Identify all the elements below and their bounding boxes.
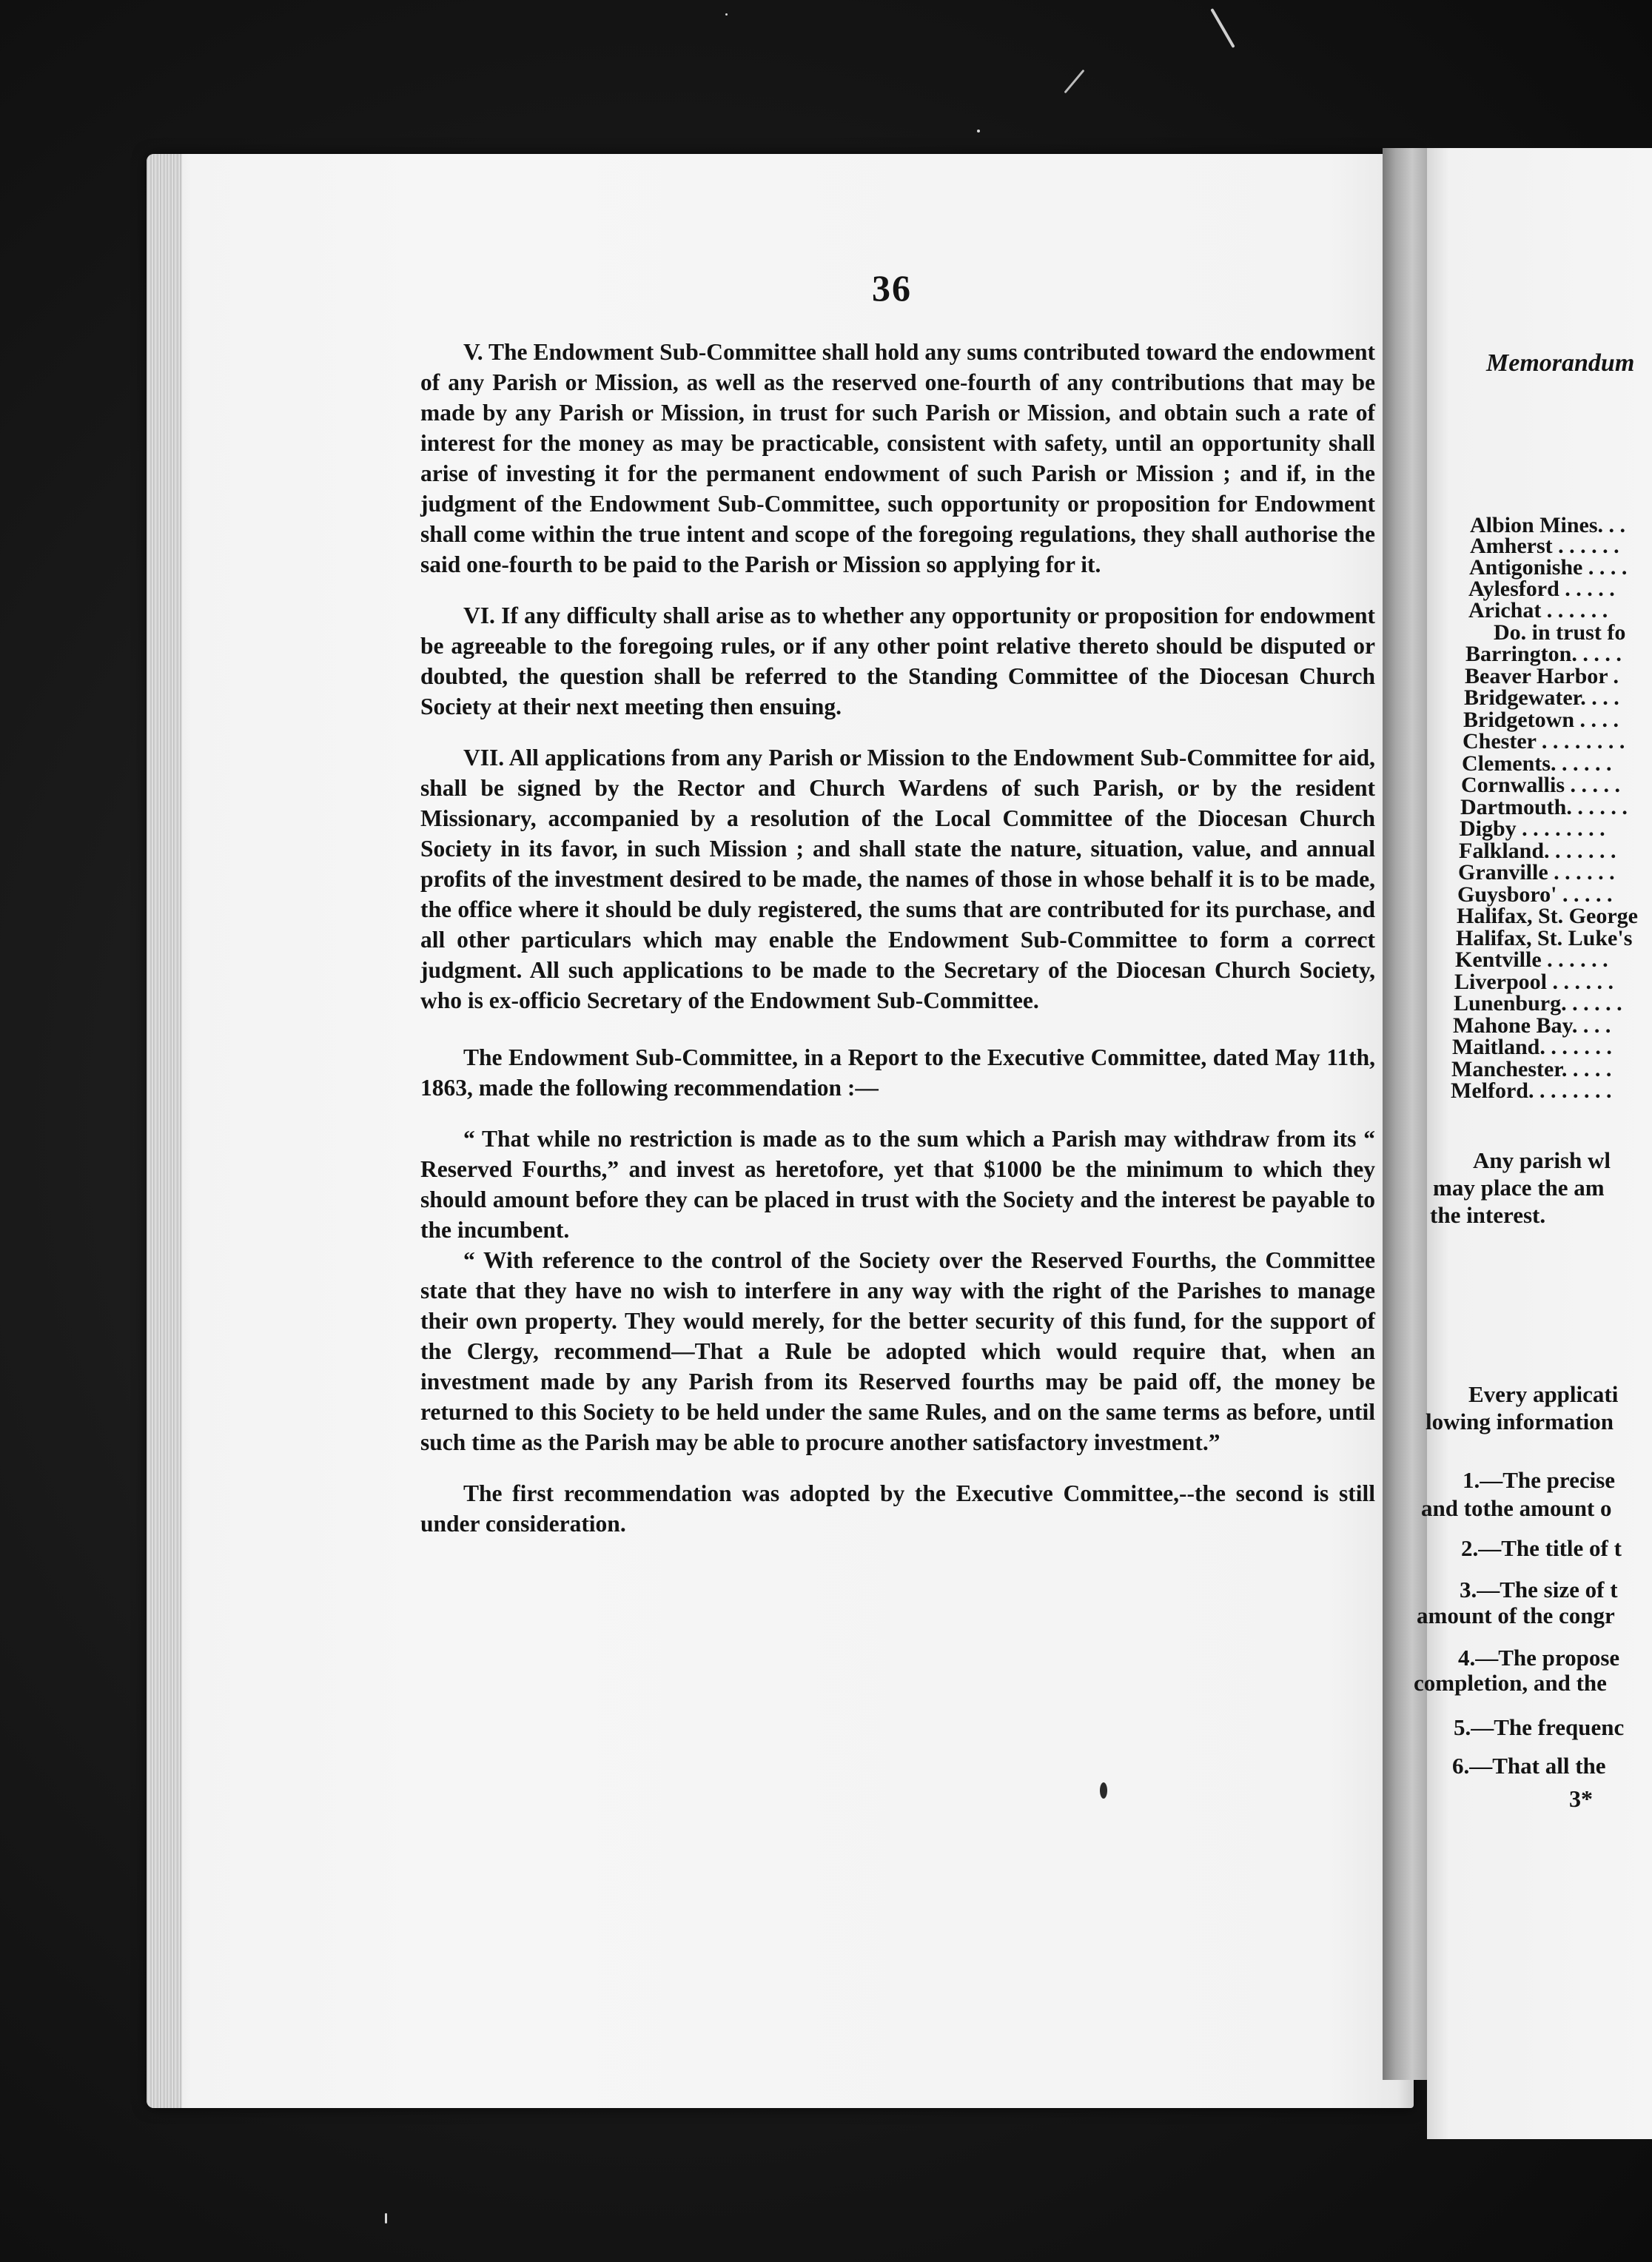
right-para-line: the interest. <box>1430 1202 1546 1228</box>
parish-row: Arichat . . . . . . <box>1468 598 1608 622</box>
parish-row: Amherst . . . . . . <box>1470 534 1619 558</box>
parish-row: Barrington. . . . . <box>1465 642 1622 666</box>
report-intro: The Endowment Sub-Committee, in a Report to the Executive Committee, dated May 11th, 1863, made the following recommendation :— <box>420 1044 1375 1101</box>
parish-row: Antigonishe . . . . <box>1469 555 1628 580</box>
right-para-line: may place the am <box>1433 1175 1605 1201</box>
paragraph-vi: VI. If any difficulty shall arise as to whether any opportunity or proposition for endowment be agreeable to the foregoing rules, or if any other point relative thereto should be disputed or doubted, the question shall be referred to the Standing Committee of the Diocesan Church Society at their next meeting then ensuing. <box>420 603 1375 719</box>
scan-speck <box>1210 8 1235 48</box>
parish-row: Granville . . . . . . <box>1458 860 1615 885</box>
page-edge <box>147 154 182 2108</box>
parish-row: Cornwallis . . . . . <box>1461 773 1621 797</box>
right-item-line: 4.—The propose <box>1458 1645 1620 1671</box>
right-item-line: 5.—The frequenc <box>1454 1714 1625 1740</box>
right-item-line: 3.—The size of t <box>1460 1577 1618 1602</box>
scan-speck <box>385 2213 387 2224</box>
right-item-line: 1.—The precise <box>1463 1467 1616 1493</box>
parish-row: Melford. . . . . . . . <box>1451 1078 1612 1103</box>
recommendation-first: “ That while no restriction is made as to the sum which a Parish may withdraw from its “ Reserved Fourths,” and invest as heretofore, yet that $1000 be the minimum to which they should amount before they can be placed in trust with the Society and the interest be payable to the incumbent. <box>420 1126 1375 1243</box>
right-item-line: amount of the congr <box>1417 1602 1615 1628</box>
parish-row: Lunenburg. . . . . . <box>1454 991 1622 1016</box>
parish-row: Aylesford . . . . . <box>1468 577 1615 601</box>
right-item-line: completion, and the <box>1414 1670 1607 1696</box>
parish-row: Guysboro' . . . . . <box>1457 882 1613 907</box>
parish-row: Dartmouth. . . . . . <box>1460 795 1628 819</box>
parish-row: Bridgetown . . . . <box>1463 708 1619 732</box>
scan-speck <box>725 13 728 16</box>
parish-row: Halifax, St. George <box>1457 904 1638 928</box>
adoption-note: The first recommendation was adopted by the Executive Committee,--the second is still under consideration. <box>420 1480 1375 1537</box>
body-text <box>420 337 1375 1539</box>
scan-speck <box>1064 70 1084 94</box>
signature-mark: 3* <box>1569 1785 1593 1812</box>
parish-row: Clements. . . . . . <box>1462 751 1612 776</box>
parish-row: Manchester. . . . . <box>1451 1057 1612 1081</box>
parish-row: Chester . . . . . . . . <box>1463 729 1625 754</box>
parish-row: Maitland. . . . . . . <box>1452 1035 1612 1059</box>
right-item-line: and tothe amount o <box>1421 1495 1612 1521</box>
parish-row: Bridgewater. . . . <box>1464 685 1619 710</box>
page-number: 36 <box>872 267 912 309</box>
parish-row: Albion Mines. . . <box>1470 513 1626 537</box>
right-para-line: Every applicati <box>1468 1381 1619 1407</box>
ink-speck <box>1100 1782 1107 1799</box>
parish-row: Liverpool . . . . . . <box>1454 970 1614 994</box>
scan-speck <box>977 130 980 132</box>
right-para-line: Any parish wl <box>1473 1147 1611 1173</box>
right-item-line: 2.—The title of t <box>1461 1535 1622 1561</box>
parish-row: Beaver Harbor . <box>1465 664 1619 688</box>
right-page-heading: Memorandum <box>1486 349 1635 377</box>
right-page <box>1427 148 1652 2139</box>
parish-row: Halifax, St. Luke's <box>1456 926 1633 950</box>
parish-row: Kentville . . . . . . <box>1455 947 1608 972</box>
recommendation-second: “ With reference to the control of the Society over the Reserved Fourths, the Committee state that they have no wish to interfere in any way with the right of the Parishes to manage their own property. They would merely, for the better security of this fund, for the support of the Clergy, recommend—That a Rule be adopted which would require that, when an investment made by any Parish from its Reserved fourths may be paid off, the money be returned to this Society to be held under the same Rules, and on the same terms as before, until such time as the Parish may be able to procure another satisfactory investment.” <box>420 1247 1375 1455</box>
parish-row: Mahone Bay. . . . <box>1453 1013 1611 1038</box>
paragraph-v: V. The Endowment Sub-Committee shall hold any sums contributed toward the endowment of any Parish or Mission, as well as the reserved one-fourth of any contributions that may be made by any Parish or Mission, in trust for such Parish or Mission, and obtain such a rate of interest for the money as may be practicable, consistent with safety, until an opportunity shall arise of investing it for the permanent endowment of such Parish or Mission ; and if, in the judgment of the Endowment Sub-Committee, such opportunity or proposition for Endowment shall come within the true intent and scope of the foregoing regulations, they shall authorise the said one-fourth to be paid to the Parish or Mission so applying for it. <box>420 339 1375 577</box>
parish-row: Falkland. . . . . . . <box>1459 839 1616 863</box>
right-item-line: 6.—That all the <box>1452 1753 1606 1779</box>
right-para-line: lowing information <box>1426 1409 1614 1434</box>
parish-row: Digby . . . . . . . . <box>1460 816 1605 841</box>
parish-row: Do. in trust fo <box>1494 620 1626 645</box>
paragraph-vii: VII. All applications from any Parish or Mission to the Endowment Sub-Committee for aid, shall be signed by the Rector and Church Wardens of such Parish, or by the resident Missionary, accompanied by a resolution of the Local Committee of the Diocesan Church Society in its favor, in such Mission ; and shall state the nature, situation, value, and annual profits of the investment desired to be made, the names of those in whose behalf it is to be made, the office where it should be duly registered, the sums that are contributed for its purchase, and all other particulars which may enable the Endowment Sub-Committee to form a correct judgment. All such applications to be made to the Secretary of the Diocesan Church Society, who is ex-officio Secretary of the Endowment Sub-Committee. <box>420 745 1375 1013</box>
